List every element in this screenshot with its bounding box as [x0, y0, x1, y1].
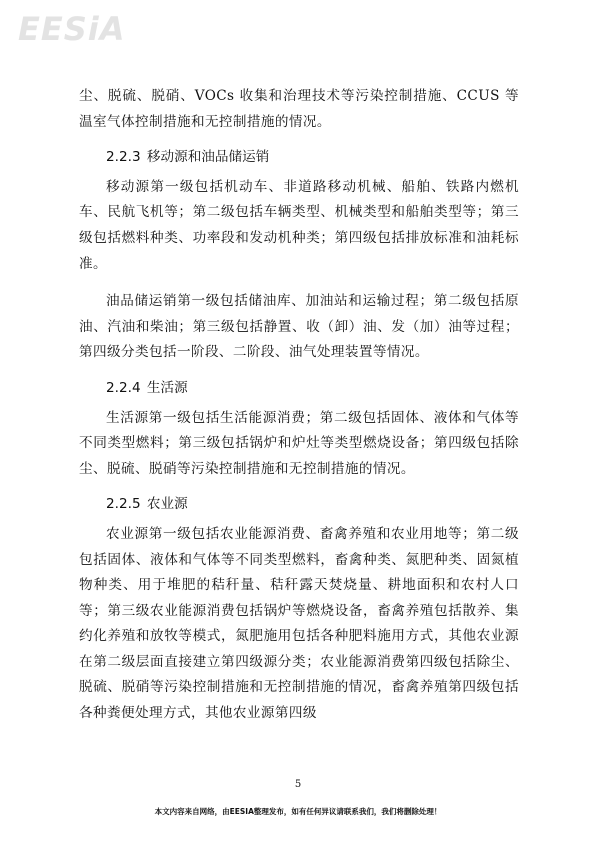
page-number: 5 [294, 779, 302, 790]
paragraph-mobile-sources: 移动源第一级包括机动车、非道路移动机械、船舶、铁路内燃机车、民航飞机等；第二级包括车辆类型、机械类型和船舶类型等；第三级包括燃料种类、功率段和发动机种类；第四级包括排放标准和油耗标准。 [79, 178, 519, 272]
paragraph-continuation: 尘、脱硫、脱硝、VOCs 收集和治理技术等污染控制措施、CCUS 等温室气体控制措施和无控制措施的情况。 [79, 88, 519, 130]
section-number: 2.2.4 [106, 379, 141, 396]
eesia-logo: EESiA [18, 10, 126, 48]
section-title: 移动源和油品储运销 [146, 149, 270, 166]
section-title: 生活源 [146, 379, 188, 396]
section-heading-2-2-4 [79, 376, 519, 402]
section-title: 农业源 [146, 496, 188, 513]
paragraph-agricultural-sources: 农业源第一级包括农业能源消费、畜禽养殖和农业用地等；第二级包括固体、液体和气体等不同类型燃料，畜禽种类、氮肥种类、固氮植物种类、用于堆肥的秸秆量、秸秆露天焚烧量、耕地面积和农村人口等；第三级农业能源消费包括锅炉等燃烧设备，畜禽养殖包括散养、集约化养殖和放牧等模式，氮肥施用包括各种肥料施用方式，其他农业源在第二级层面直接建立第四级源分类；农业能源消费第四级包括除尘、脱硫、脱硝等污染控制措施和无控制措施的情况，畜禽养殖第四级包括各种粪便处理方式，其他农业源第四级 [79, 525, 519, 722]
paragraph-oil-storage: 油品储运销第一级包括储油库、加油站和运输过程；第二级包括原油、汽油和柴油；第三级包括静置、收（卸）油、发（加）油等过程；第四级分类包括一阶段、二阶段、油气处理装置等情况。 [79, 293, 519, 361]
footer-notice: 本文内容来自网络，由EESIA整理发布，如有任何异议请联系我们，我们将删除处理！ [154, 807, 442, 816]
document-body [79, 84, 519, 727]
section-heading-2-2-5 [79, 492, 519, 518]
section-number: 2.2.3 [106, 149, 141, 166]
section-heading-2-2-3 [79, 145, 519, 171]
section-number: 2.2.5 [106, 496, 141, 513]
paragraph-domestic-sources: 生活源第一级包括生活能源消费；第二级包括固体、液体和气体等不同类型燃料；第三级包括锅炉和炉灶等类型燃烧设备；第四级包括除尘、脱硫、脱硝等污染控制措施和无控制措施的情况。 [79, 409, 519, 477]
